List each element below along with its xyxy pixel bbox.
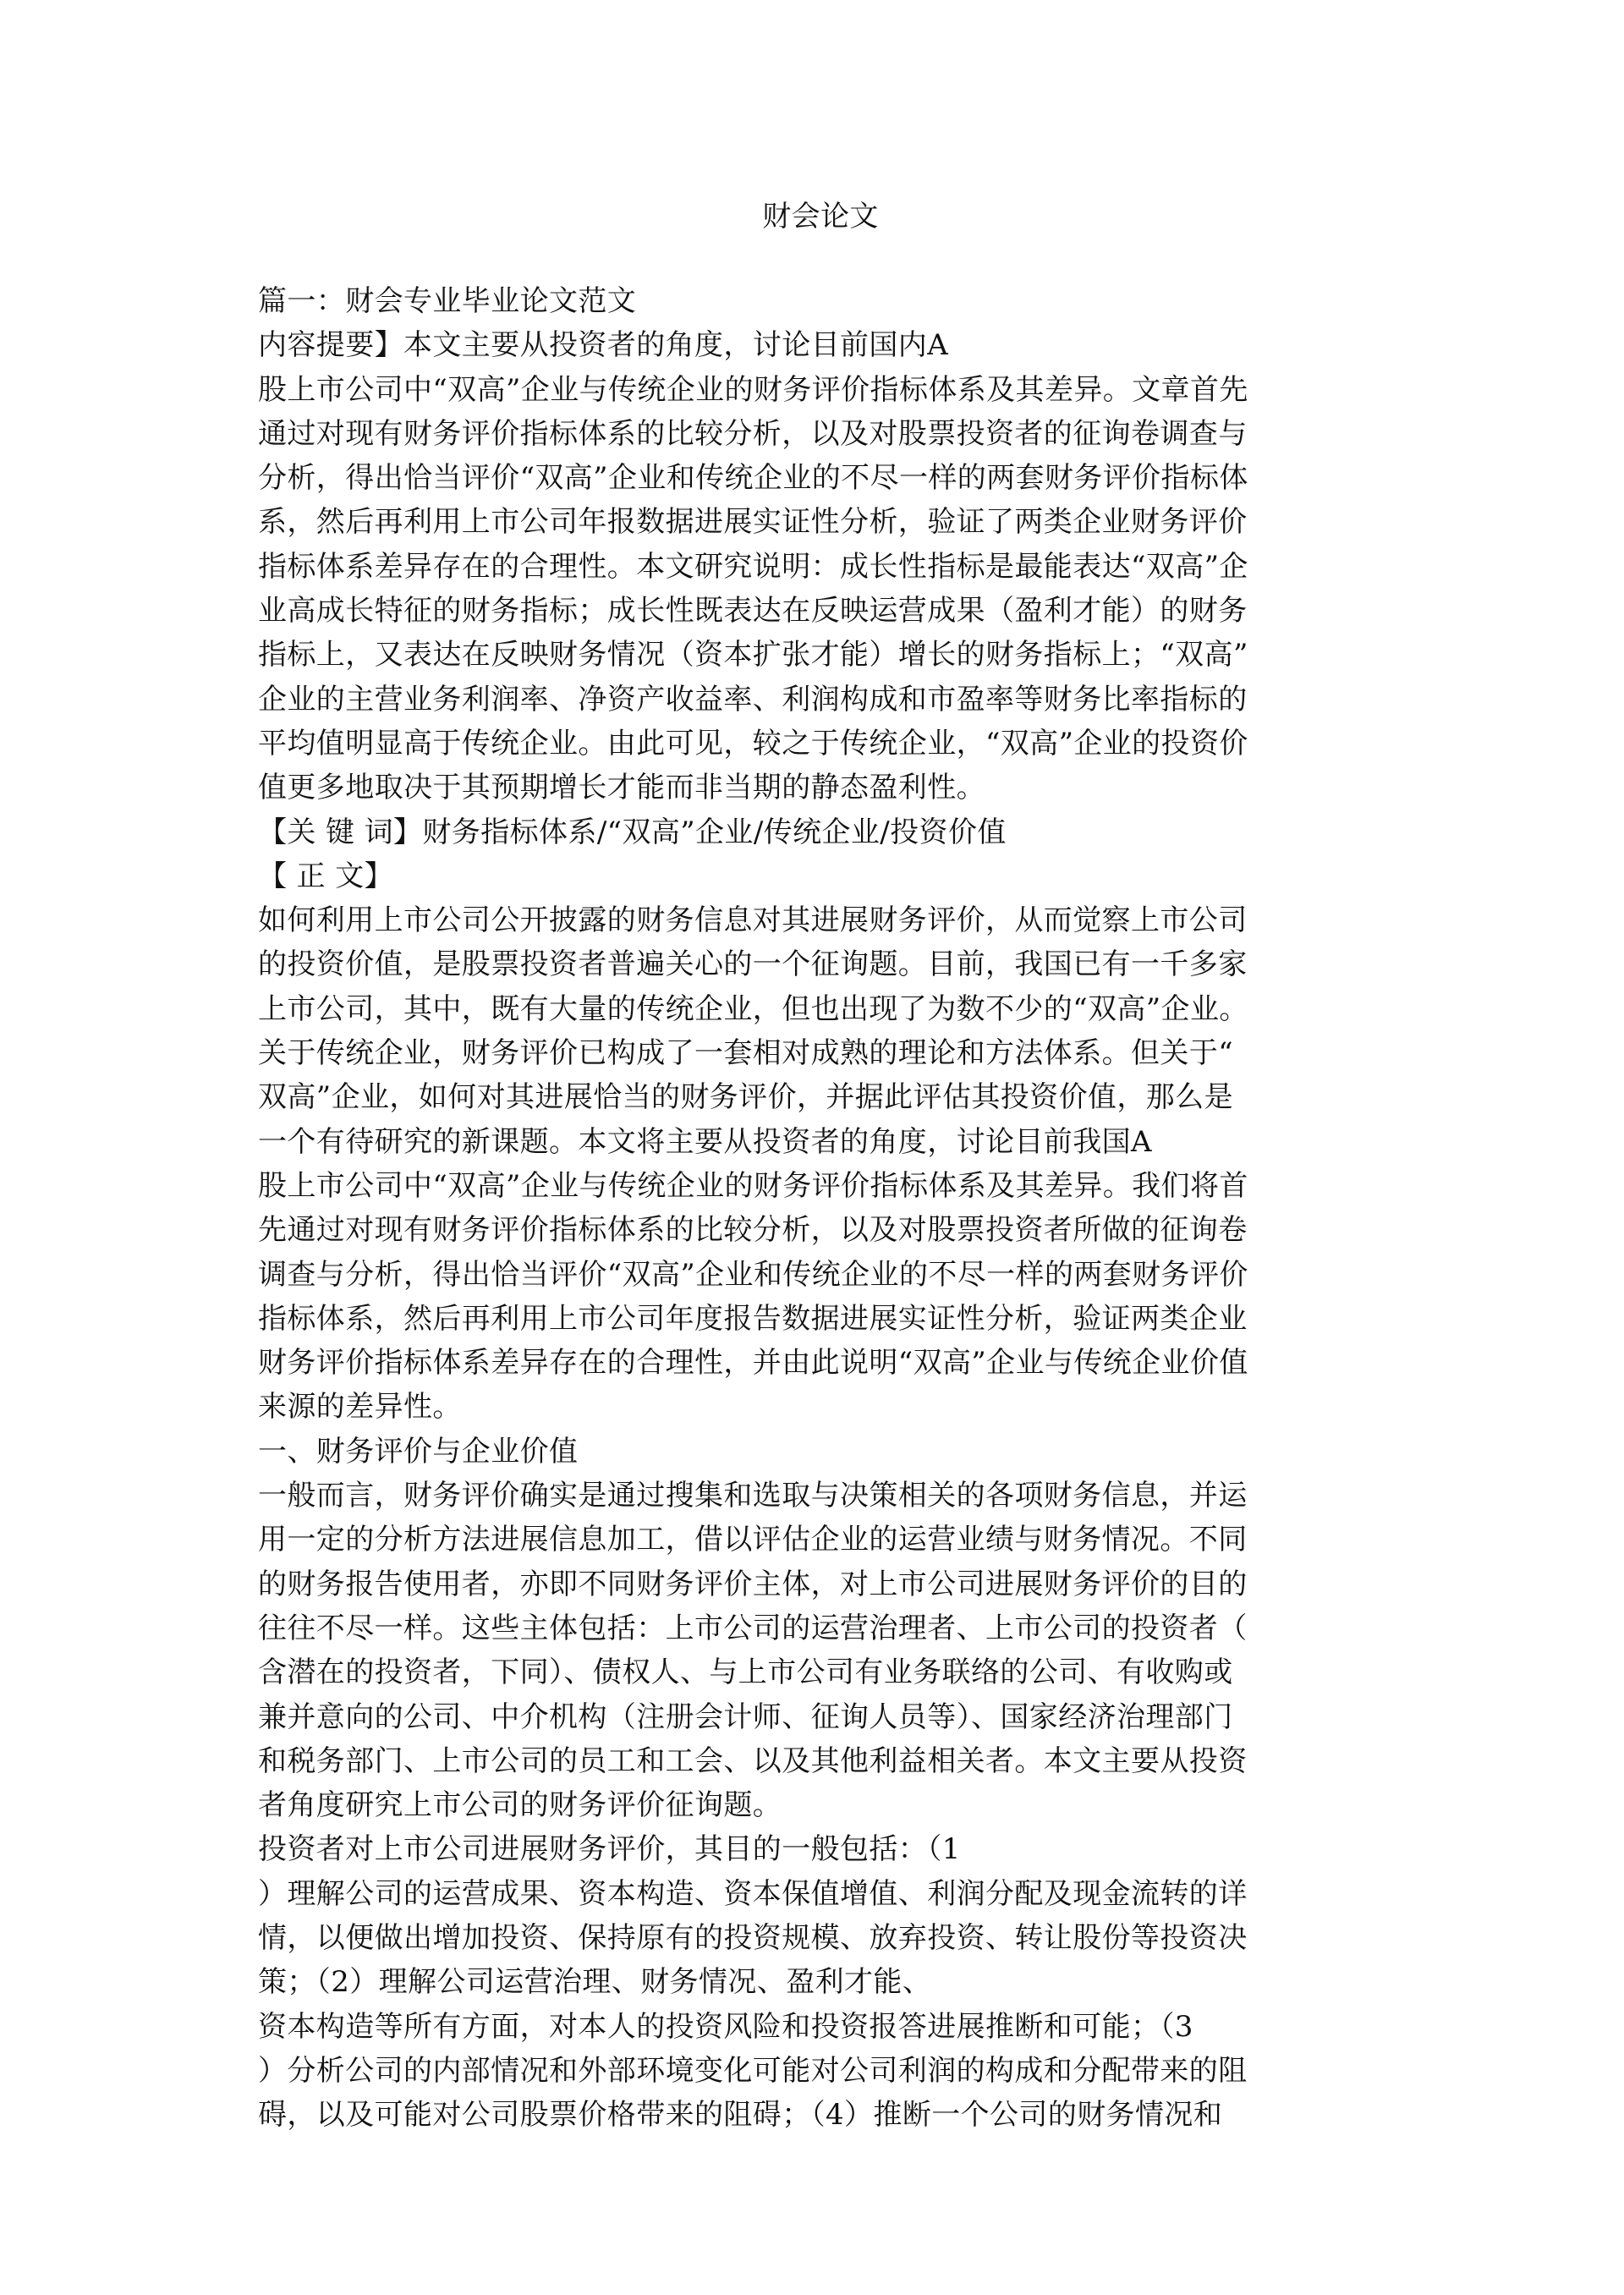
text-line: 的财务报告使用者，亦即不同财务评价主体，对上市公司进展财务评价的目的 [258,1567,1248,1601]
text-line: 股上市公司中“双高”企业与传统企业的财务评价指标体系及其差异。我们将首 [258,1168,1248,1203]
text-line: 【 正 文】 [258,859,394,893]
text-line: 财务评价指标体系差异存在的合理性，并由此说明“双高”企业与传统企业价值 [258,1346,1248,1381]
text-line: 篇一：财会专业毕业论文范文 [258,284,637,318]
text-line: 含潜在的投资者，下同）、债权人、与上市公司有业务联络的公司、有收购或 [258,1655,1233,1690]
text-line: 调查与分析，得出恰当评价“双高”企业和传统企业的不尽一样的两套财务评价 [258,1257,1248,1292]
text-line: 资本构造等所有方面，对本人的投资风险和投资报答进展推断和可能；（3 [258,2009,1193,2044]
text-line: 如何利用上市公司公开披露的财务信息对其进展财务评价，从而觉察上市公司 [258,903,1248,938]
text-line: 企业的主营业务利润率、净资产收益率、利润构成和市盈率等财务比率指标的 [258,682,1248,717]
document-body [258,195,1383,2137]
text-line: 内容提要】本文主要从投资者的角度，讨论目前国内A [258,328,949,363]
text-line: 一般而言，财务评价确实是通过搜集和选取与决策相关的各项财务信息，并运 [258,1479,1248,1513]
paragraph-lines [258,279,1383,2137]
text-line: 业高成长特征的财务指标；成长性既表达在反映运营成果（盈利才能）的财务 [258,594,1248,629]
text-line: 情，以便做出增加投资、保持原有的投资规模、放弃投资、转让股份等投资决 [258,1920,1248,1955]
text-line: 股上市公司中“双高”企业与传统企业的财务评价指标体系及其差异。文章首先 [258,372,1248,407]
text-line: 和税务部门、上市公司的员工和工会、以及其他利益相关者。本文主要从投资 [258,1743,1248,1778]
text-line: 者角度研究上市公司的财务评价征询题。 [258,1788,782,1823]
text-line: 指标体系差异存在的合理性。本文研究说明：成长性指标是最能表达“双高”企 [258,549,1248,584]
text-line: 分析，得出恰当评价“双高”企业和传统企业的不尽一样的两套财务评价指标体 [258,461,1248,496]
text-line: 【关 键 词】财务指标体系/“双高”企业/传统企业/投资价值 [258,815,1007,849]
text-line: 用一定的分析方法进展信息加工，借以评估企业的运营业绩与财务情况。不同 [258,1523,1248,1557]
text-line: 一、财务评价与企业价值 [258,1434,579,1469]
text-line: 双高”企业，如何对其进展恰当的财务评价，并据此评估其投资价值，那么是 [258,1080,1233,1115]
text-line: 兼并意向的公司、中介机构（注册会计师、征询人员等）、国家经济治理部门 [258,1699,1233,1734]
text-line: 平均值明显高于传统企业。由此可见，较之于传统企业，“双高”企业的投资价 [258,726,1248,760]
text-line: ）分析公司的内部情况和外部环境变化可能对公司利润的构成和分配带来的阻 [258,2053,1248,2088]
text-line: 往往不尽一样。这些主体包括：上市公司的运营治理者、上市公司的投资者（ [258,1611,1248,1645]
text-line: 值更多地取决于其预期增长才能而非当期的静态盈利性。 [258,771,985,805]
page-title: 财会论文 [762,200,879,233]
text-line: 碍，以及可能对公司股票价格带来的阻碍；（4）推断一个公司的财务情况和 [258,2098,1223,2133]
text-line: 上市公司，其中，既有大量的传统企业，但也出现了为数不少的“双高”企业。 [258,991,1248,1026]
text-line: 投资者对上市公司进展财务评价，其目的一般包括：（1 [258,1832,961,1867]
text-line: 一个有待研究的新课题。本文将主要从投资者的角度，讨论目前我国A [258,1124,1152,1159]
text-line: 关于传统企业，财务评价已构成了一套相对成熟的理论和方法体系。但关于“ [258,1036,1233,1071]
text-line: 策；（2）理解公司运营治理、财务情况、盈利才能、 [258,1965,932,2000]
text-line: 指标上，又表达在反映财务情况（资本扩张才能）增长的财务指标上；“双高” [258,638,1248,673]
text-line: 通过对现有财务评价指标体系的比较分析，以及对股票投资者的征询卷调查与 [258,416,1248,451]
text-line: 先通过对现有财务评价指标体系的比较分析，以及对股票投资者所做的征询卷 [258,1213,1248,1248]
text-line: 来源的差异性。 [258,1390,462,1425]
text-line: 的投资价值，是股票投资者普遍关心的一个征询题。目前，我国已有一千多家 [258,947,1248,982]
text-line: ）理解公司的运营成果、资本构造、资本保值增值、利润分配及现金流转的详 [258,1876,1248,1911]
text-line: 指标体系，然后再利用上市公司年度报告数据进展实证性分析，验证两类企业 [258,1301,1248,1336]
text-line: 系，然后再利用上市公司年报数据进展实证性分析，验证了两类企业财务评价 [258,505,1248,540]
